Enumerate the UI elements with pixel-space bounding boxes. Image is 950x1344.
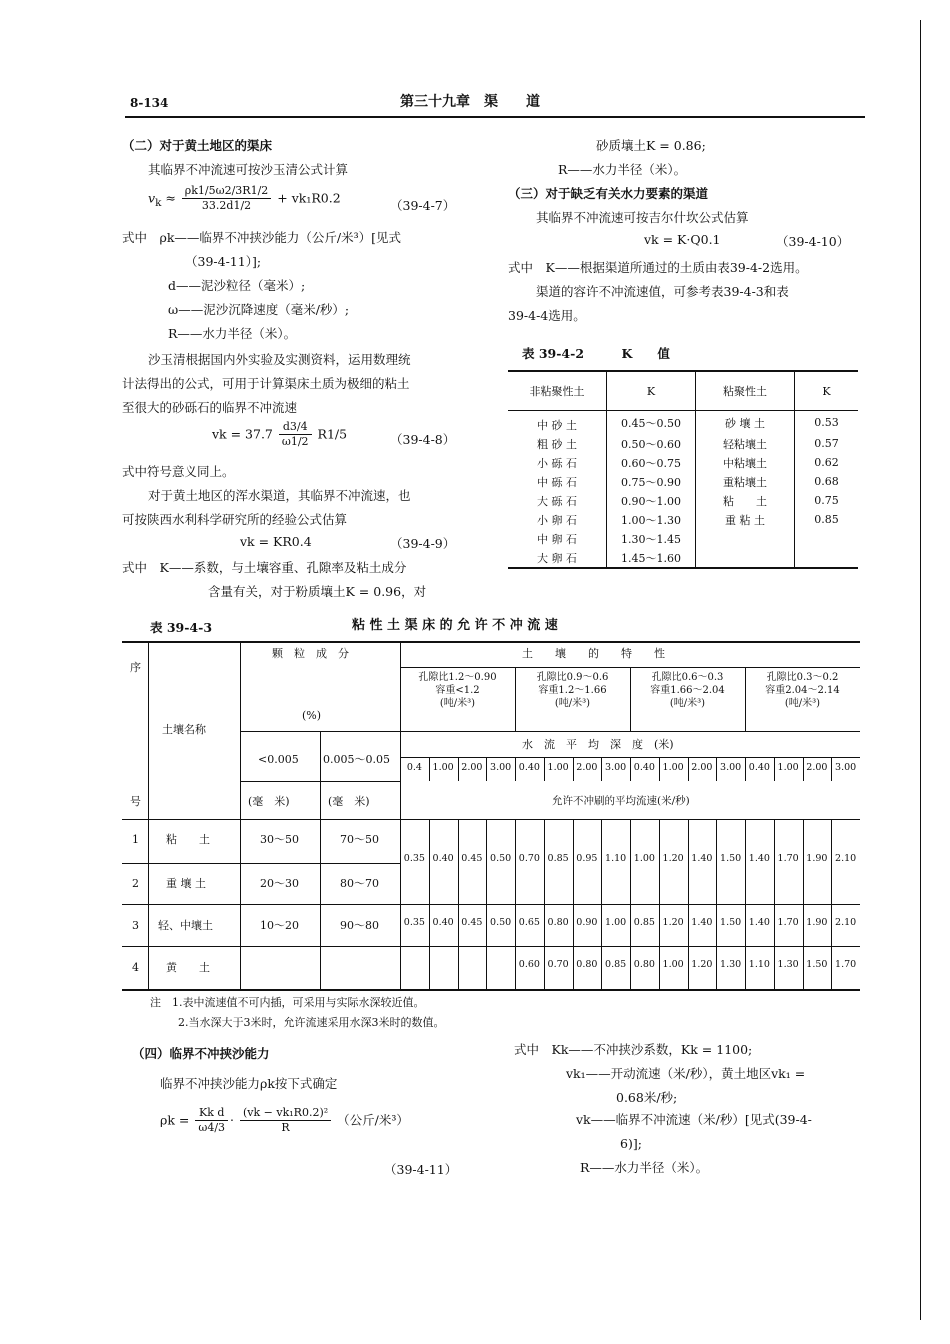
formula-39-4-10: vk = K·Q0.1 bbox=[644, 232, 721, 247]
definition: d——泥沙粒径（毫米）; bbox=[168, 278, 306, 293]
grain-header: 颗 粒 成 分 bbox=[272, 647, 349, 660]
depth-cell: 3.00 bbox=[490, 762, 512, 773]
formula-lhs: vk = 37.7 bbox=[212, 426, 273, 442]
depth-cell: 3.00 bbox=[720, 762, 742, 773]
velocity-cell: 0.65 bbox=[518, 917, 540, 928]
depth-cell: 2.00 bbox=[576, 762, 598, 773]
velocity-cell: 1.00 bbox=[633, 853, 655, 864]
table-row: 中 砾 石 0.75～0.90 重粘壤土 0.68 bbox=[508, 472, 858, 491]
value-divider bbox=[429, 819, 430, 989]
definition: vk——临界不冲流速（米/秒）[见式(39-4- bbox=[576, 1112, 812, 1127]
velocity-cell: 1.30 bbox=[777, 959, 799, 970]
definition: ω——泥沙沉降速度（毫米/秒）; bbox=[168, 302, 350, 317]
velocity-cell: 1.20 bbox=[662, 853, 684, 864]
definition: vk₁——开动流速（米/秒），黄土地区vk₁ = bbox=[566, 1066, 806, 1081]
table-row: 大 砾 石 0.90～1.00 粘 土 0.75 bbox=[508, 491, 858, 510]
velocity-cell: 2.10 bbox=[835, 917, 857, 928]
formula-denominator: ω1/2 bbox=[281, 435, 309, 449]
paragraph: 39-4-4选用。 bbox=[508, 308, 586, 323]
group-4: 孔隙比0.3～0.2 容重2.04～2.14 (吨/米³) bbox=[765, 672, 840, 709]
formula-tail: R1/5 bbox=[317, 426, 348, 442]
definition: 式中 Kk——不冲挟沙系数，Kk = 1100; bbox=[514, 1042, 753, 1057]
k-value-table bbox=[508, 370, 858, 569]
velocity-cell: 0.70 bbox=[518, 853, 540, 864]
paragraph: 对于黄土地区的浑水渠道，其临界不冲流速，也 bbox=[148, 488, 411, 503]
velocity-cell: 1.30 bbox=[720, 959, 742, 970]
velocity-cell: 0.85 bbox=[605, 959, 627, 970]
depth-cell: 1.00 bbox=[777, 762, 799, 773]
paragraph: 其临界不冲流速可按吉尔什坎公式估算 bbox=[536, 210, 749, 225]
paragraph: 计法得出的公式，可用于计算渠床土质为极细的粘土 bbox=[122, 376, 410, 391]
table-header: K bbox=[607, 371, 696, 411]
table-caption: 粘 性 土 渠 床 的 允 许 不 冲 流 速 bbox=[352, 618, 558, 633]
row-no: 3 bbox=[132, 919, 139, 932]
velocity-cell: 1.00 bbox=[605, 917, 627, 928]
velocity-cell: 0.35 bbox=[403, 917, 425, 928]
velocity-cell: 0.50 bbox=[490, 917, 512, 928]
velocity-cell: 0.60 bbox=[518, 959, 540, 970]
row-c1: 30～50 bbox=[260, 833, 299, 846]
formula-numerator: (vk − vk₁R0.2)² bbox=[240, 1106, 331, 1121]
table-row: 大 卵 石 1.45～1.60 bbox=[508, 548, 858, 568]
formula-lhs: ρk = bbox=[160, 1112, 190, 1128]
velocity-cell: 0.35 bbox=[403, 853, 425, 864]
formula-number: （39-4-11） bbox=[384, 1162, 458, 1177]
table-header: 非粘聚性土 bbox=[508, 371, 607, 411]
velocity-cell: 1.90 bbox=[806, 917, 828, 928]
velocity-cell: 1.50 bbox=[720, 917, 742, 928]
velocity-cell: 0.45 bbox=[461, 917, 483, 928]
paragraph: 沙玉清根据国内外实验及实测资料，运用数理统 bbox=[148, 352, 411, 367]
group-3: 孔隙比0.6～0.3 容重1.66～2.04 (吨/米³) bbox=[650, 672, 725, 709]
row-c2: 90～80 bbox=[340, 919, 379, 932]
row-no: 4 bbox=[132, 961, 139, 974]
header-rule bbox=[125, 116, 865, 118]
velocity-cell: 0.80 bbox=[576, 959, 598, 970]
velocity-cell: 0.45 bbox=[461, 853, 483, 864]
paragraph: 砂质壤土K = 0.86; bbox=[596, 138, 706, 153]
velocity-cell: 1.40 bbox=[748, 917, 770, 928]
velocity-cell: 2.10 bbox=[835, 853, 857, 864]
permissible-velocity-table bbox=[122, 641, 860, 991]
paragraph: 临界不冲挟沙能力ρk按下式确定 bbox=[160, 1076, 338, 1091]
row-soil: 轻、中壤土 bbox=[158, 919, 213, 932]
velocity-cell: 1.10 bbox=[748, 959, 770, 970]
definition: 0.68米/秒; bbox=[616, 1090, 678, 1105]
velocity-cell: 0.50 bbox=[490, 853, 512, 864]
depth-cell: 1.00 bbox=[547, 762, 569, 773]
velocity-cell: 1.70 bbox=[777, 853, 799, 864]
grain-percent: (%) bbox=[302, 709, 322, 722]
formula-denominator: 33.2d1/2 bbox=[201, 199, 252, 213]
col-seq-top: 序 bbox=[130, 661, 141, 674]
velocity-cell: 0.90 bbox=[576, 917, 598, 928]
grain-unit-1: (毫 米) bbox=[248, 795, 290, 808]
row-c2: 70～50 bbox=[340, 833, 379, 846]
row-soil: 重 壤 土 bbox=[166, 877, 206, 890]
soil-characteristics: 土 壤 的 特 性 bbox=[522, 647, 665, 660]
grain-col-1: <0.005 bbox=[258, 753, 299, 766]
table-row: 中 砂 土 0.45～0.50 砂 壤 土 0.53 bbox=[508, 411, 858, 435]
depth-cell: 2.00 bbox=[691, 762, 713, 773]
depth-cell: 0.40 bbox=[518, 762, 540, 773]
formula-numerator: d3/4 bbox=[279, 420, 312, 435]
definition: 6)]; bbox=[620, 1136, 642, 1151]
depth-cell: 2.00 bbox=[461, 762, 483, 773]
velocity-cell: 1.70 bbox=[835, 959, 857, 970]
note-2: 2.当水深大于3米时，允许流速采用水深3米时的数值。 bbox=[178, 1016, 445, 1029]
depth-cell: 2.00 bbox=[806, 762, 828, 773]
table-caption: 表 39-4-2 K 值 bbox=[522, 346, 670, 361]
col-seq-bottom: 号 bbox=[130, 795, 141, 808]
velocity-cell: 0.40 bbox=[432, 917, 454, 928]
formula-numerator: Kk d bbox=[195, 1106, 228, 1121]
formula-number: （39-4-7） bbox=[390, 198, 456, 213]
velocity-cell: 0.40 bbox=[432, 853, 454, 864]
definition: 含量有关，对于粉质壤土K = 0.96，对 bbox=[208, 584, 427, 599]
velocity-label: 允许不冲刷的平均流速(米/秒) bbox=[552, 795, 690, 807]
row-c1: 10～20 bbox=[260, 919, 299, 932]
velocity-cell: 1.40 bbox=[748, 853, 770, 864]
velocity-cell: 0.70 bbox=[547, 959, 569, 970]
formula-39-4-8 bbox=[212, 420, 347, 450]
velocity-cell: 0.95 bbox=[576, 853, 598, 864]
row-c1: 20～30 bbox=[260, 877, 299, 890]
table-row: 中 卵 石 1.30～1.45 bbox=[508, 529, 858, 548]
row-no: 2 bbox=[132, 877, 139, 890]
definition: 式中 K——系数，与土壤容重、孔隙率及粘土成分 bbox=[122, 560, 407, 575]
paragraph: 其临界不冲流速可按沙玉清公式计算 bbox=[148, 162, 349, 177]
velocity-cell: 0.80 bbox=[547, 917, 569, 928]
table-header: K bbox=[795, 371, 859, 411]
formula-number: （39-4-9） bbox=[390, 536, 456, 551]
definition: 式中 ρk——临界不冲挟沙能力（公斤/米³）[见式 bbox=[122, 230, 402, 245]
velocity-cell: 0.80 bbox=[633, 959, 655, 970]
table-row: 小 卵 石 1.00～1.30 重 粘 土 0.85 bbox=[508, 510, 858, 529]
definition: R——水力半径（米）。 bbox=[580, 1160, 709, 1175]
velocity-cell: 1.10 bbox=[605, 853, 627, 864]
page-edge bbox=[920, 20, 921, 1320]
definition: R——水力半径（米）。 bbox=[168, 326, 297, 341]
depth-cell: 3.00 bbox=[835, 762, 857, 773]
paragraph: 渠道的容许不冲流速值，可参考表39-4-3和表 bbox=[536, 284, 789, 299]
velocity-cell: 0.85 bbox=[547, 853, 569, 864]
velocity-cell: 0.85 bbox=[633, 917, 655, 928]
formula-39-4-7: $v_k$ ≈ $\frac{\rho k1/5\omega 2/3R1/2}{33.2d1/2}$ + vk₁R0.2 bbox=[148, 184, 341, 213]
formula-39-4-11: ρk = $\frac{\text{Kk d}}{\omega 4/3}$ · $\frac{\text{(vk − vk₁R0.2)²}}{R}$ （公斤/米³） bbox=[160, 1106, 409, 1135]
depth-cell: 3.00 bbox=[605, 762, 627, 773]
group-2: 孔隙比0.9～0.6 容重1.2～1.66 (吨/米³) bbox=[536, 672, 609, 709]
section-heading-4: （四）临界不冲挟沙能力 bbox=[132, 1046, 270, 1061]
depth-label: 水 流 平 均 深 度 (米) bbox=[522, 738, 674, 751]
col-soil-name: 土壤名称 bbox=[162, 723, 206, 736]
value-divider bbox=[458, 819, 459, 989]
formula-denominator: ω4/3 bbox=[198, 1121, 226, 1135]
velocity-cell: 1.40 bbox=[691, 917, 713, 928]
paragraph: 式中符号意义同上。 bbox=[122, 464, 235, 479]
value-divider bbox=[486, 819, 487, 989]
velocity-cell: 1.50 bbox=[720, 853, 742, 864]
depth-cell: 1.00 bbox=[432, 762, 454, 773]
velocity-cell: 1.20 bbox=[662, 917, 684, 928]
paragraph: 可按陕西水利科学研究所的经验公式估算 bbox=[122, 512, 348, 527]
depth-cell: 0.40 bbox=[748, 762, 770, 773]
formula-number: （39-4-10） bbox=[776, 234, 850, 249]
page-number: 8-134 bbox=[130, 96, 169, 110]
definition: R——水力半径（米）。 bbox=[558, 162, 687, 177]
velocity-cell: 1.00 bbox=[662, 959, 684, 970]
formula-unit: （公斤/米³） bbox=[337, 1112, 409, 1128]
formula-denominator: R bbox=[281, 1121, 290, 1135]
table-row: 粗 砂 土 0.50～0.60 轻粘壤土 0.57 bbox=[508, 434, 858, 453]
velocity-cell: 1.70 bbox=[777, 917, 799, 928]
row-no: 1 bbox=[132, 833, 139, 846]
row-soil: 黄 土 bbox=[166, 961, 210, 974]
row-soil: 粘 土 bbox=[166, 833, 210, 846]
depth-cell: 1.00 bbox=[662, 762, 684, 773]
formula-39-4-9: vk = KR0.4 bbox=[240, 534, 312, 549]
group-1: 孔隙比1.2～0.90 容重<1.2 (吨/米³) bbox=[418, 672, 497, 709]
table-header: 粘聚性土 bbox=[696, 371, 795, 411]
definition: 式中 K——根据渠道所通过的土质由表39-4-2选用。 bbox=[508, 260, 808, 275]
depth-cell: 0.40 bbox=[633, 762, 655, 773]
velocity-cell: 1.50 bbox=[806, 959, 828, 970]
table-row: 小 砾 石 0.60～0.75 中粘壤土 0.62 bbox=[508, 453, 858, 472]
velocity-cell: 1.40 bbox=[691, 853, 713, 864]
formula-tail: + vk₁R0.2 bbox=[277, 190, 341, 206]
chapter-title: 第三十九章 渠 道 bbox=[400, 94, 540, 110]
row-c2: 80～70 bbox=[340, 877, 379, 890]
paragraph: 至很大的砂砾石的临界不冲流速 bbox=[122, 400, 298, 415]
section-heading-2: （二）对于黄土地区的渠床 bbox=[122, 138, 273, 153]
depth-cell: 0.4 bbox=[406, 762, 422, 773]
note-1: 注 1.表中流速值不可内插，可采用与实际水深较近值。 bbox=[150, 996, 425, 1009]
grain-unit-2: (毫 米) bbox=[328, 795, 370, 808]
formula-numerator: ρk1/5ω2/3R1/2 bbox=[182, 184, 272, 199]
grain-col-2: 0.005～0.05 bbox=[323, 753, 390, 766]
formula-symbol: v bbox=[148, 190, 156, 206]
table-number: 表 39-4-3 bbox=[150, 620, 213, 635]
definition: （39-4-11）]; bbox=[185, 254, 262, 269]
velocity-cell: 1.20 bbox=[691, 959, 713, 970]
formula-number: （39-4-8） bbox=[390, 432, 456, 447]
velocity-cell: 1.90 bbox=[806, 853, 828, 864]
section-heading-3: （三）对于缺乏有关水力要素的渠道 bbox=[508, 186, 709, 201]
